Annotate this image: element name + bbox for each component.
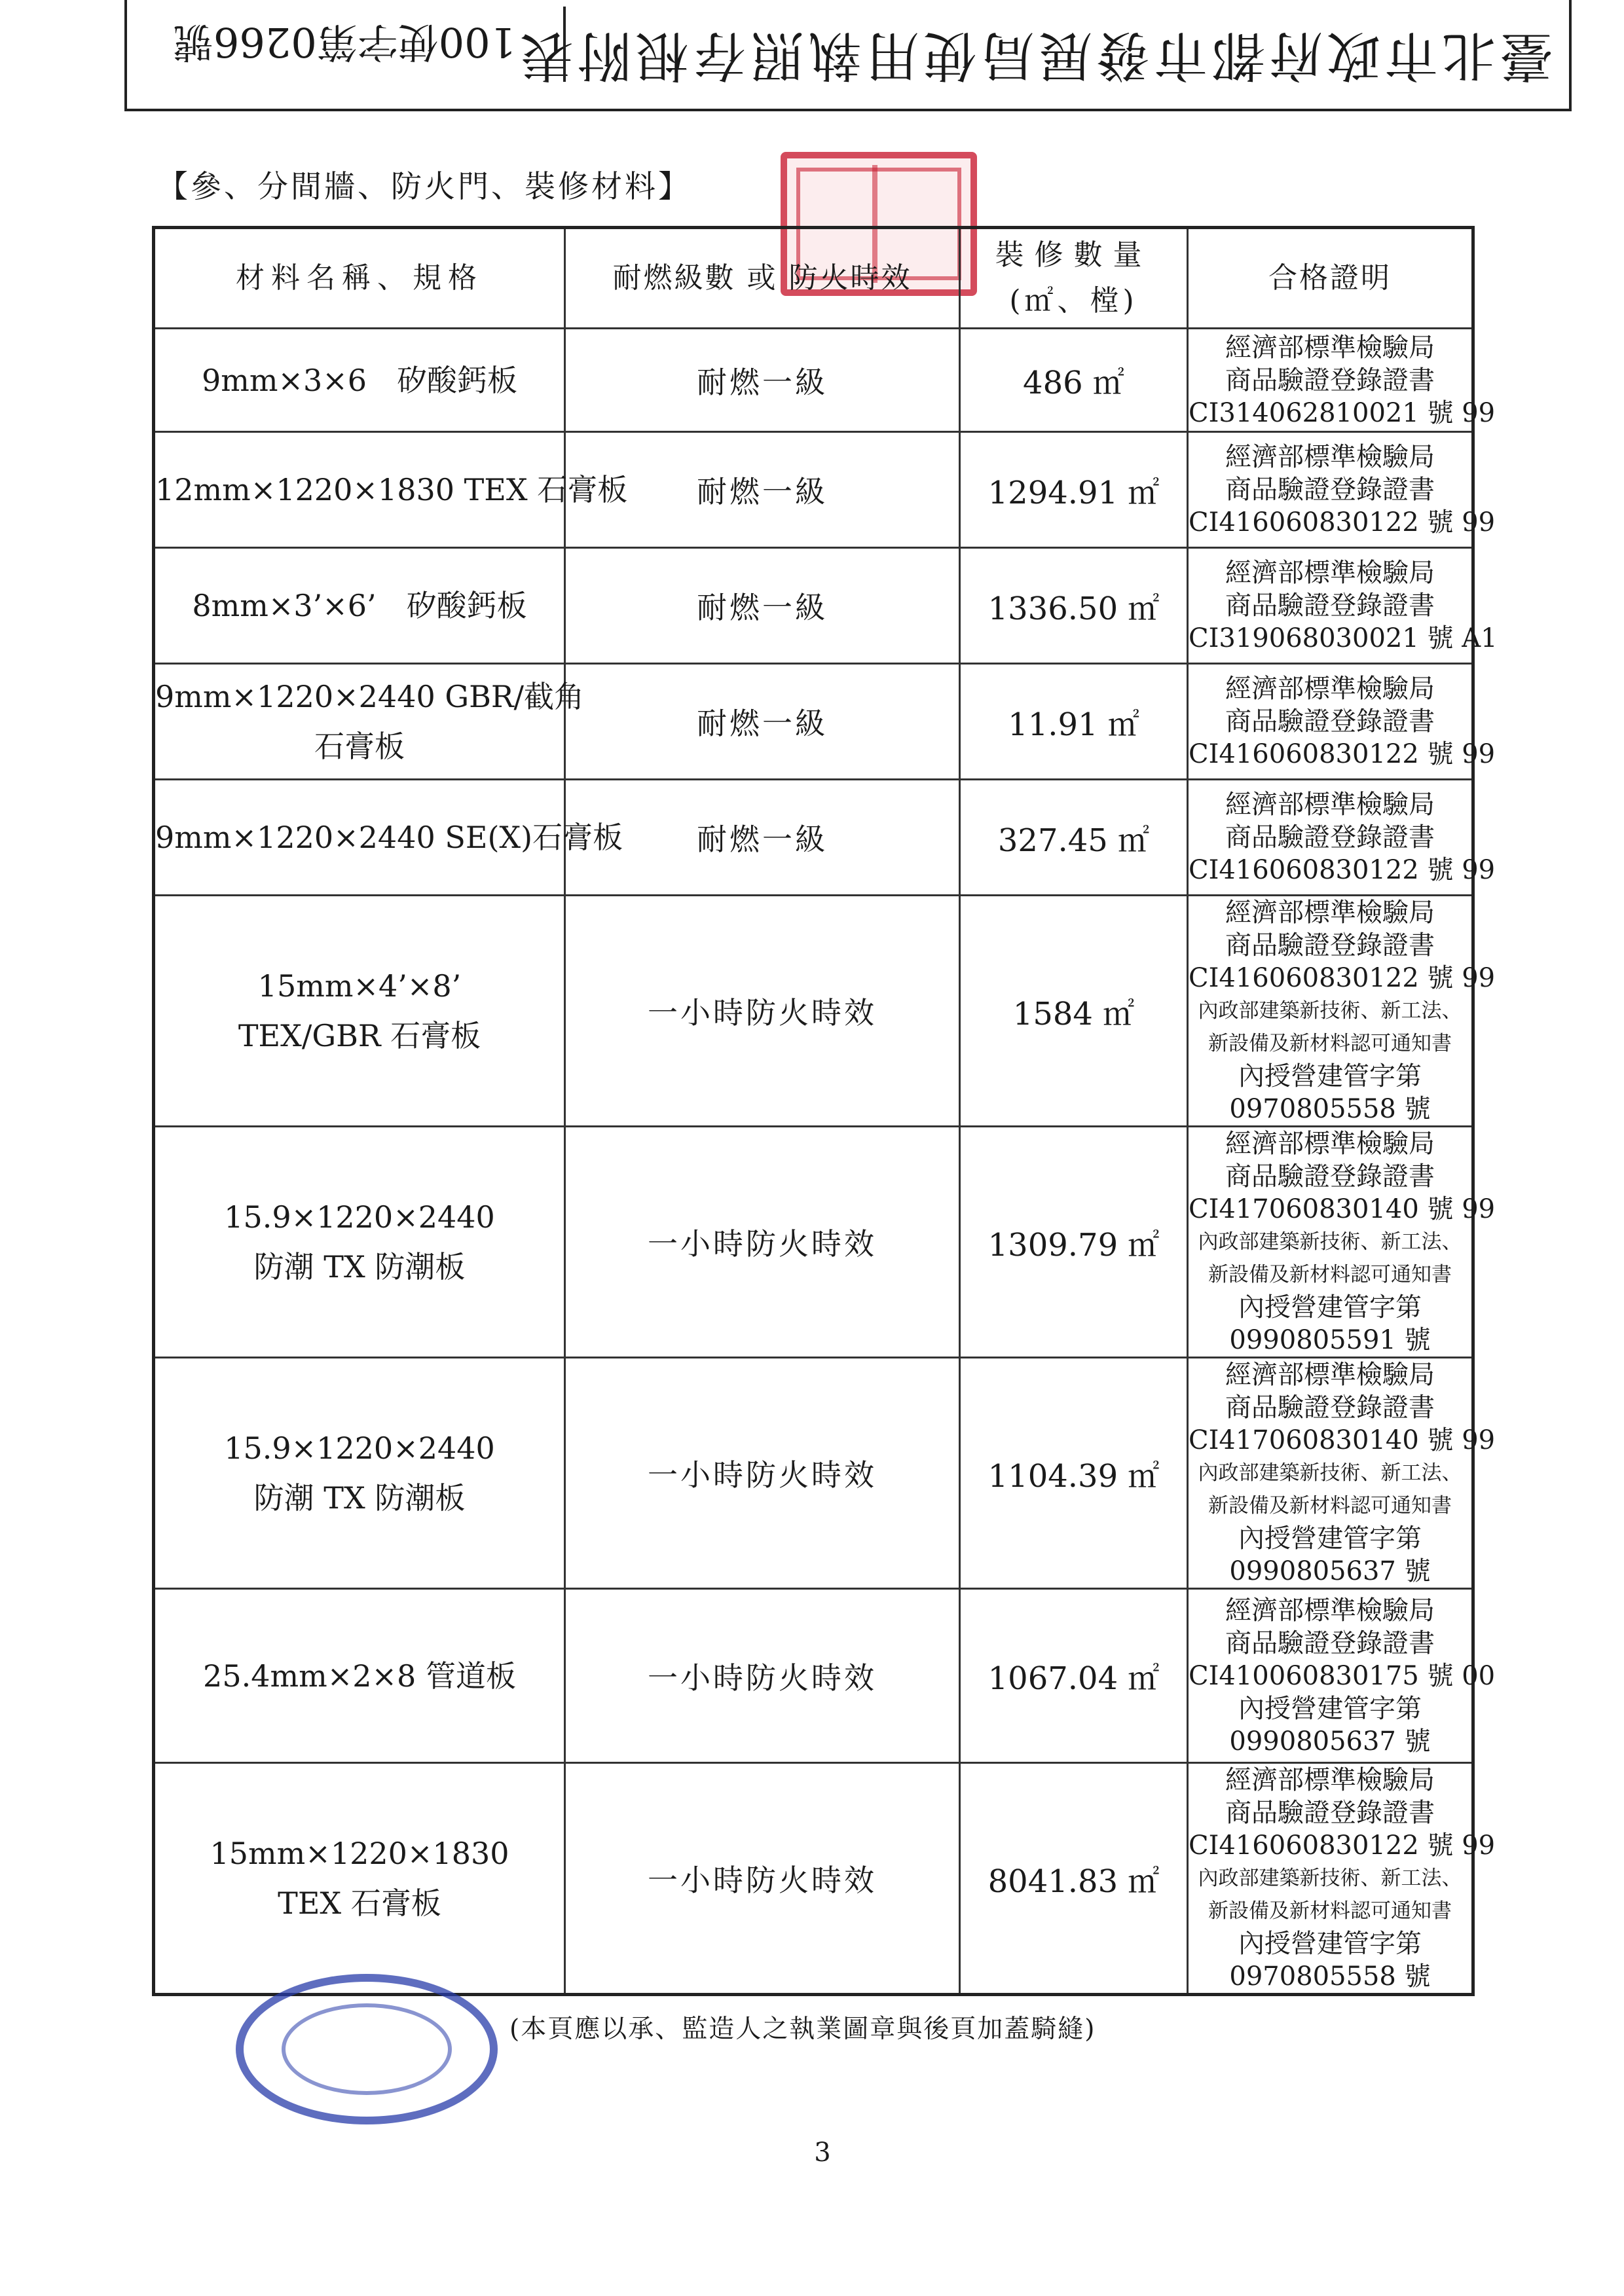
table-row	[154, 548, 1473, 664]
certificate-cell	[1188, 548, 1498, 664]
certificate-cell	[1188, 432, 1496, 548]
rating-cell: 一小時防火時效	[565, 1589, 960, 1763]
table-row	[154, 664, 1473, 780]
certificate-line: 內政部建築新技術、新工法、	[1198, 1867, 1462, 1890]
table-row	[154, 432, 1473, 548]
certificate-line: 內授營建管字第	[1238, 1292, 1422, 1322]
certificate-line: 商品驗證登錄證書	[1225, 930, 1435, 960]
certificate-cell	[1188, 1358, 1496, 1589]
certificate-line: 內授營建管字第	[1238, 1929, 1422, 1959]
quantity-cell: 486 ㎡	[960, 329, 1188, 432]
certificate-cell	[1188, 1589, 1496, 1763]
quantity-cell: 1104.39 ㎡	[960, 1358, 1188, 1589]
table-body	[154, 329, 1498, 1995]
blue-seal-stamp	[236, 1974, 498, 2124]
certificate-line: 新設備及新材料認可通知書	[1208, 1899, 1452, 1923]
header-quantity-label: 裝修數量	[995, 238, 1153, 272]
material-line: 9mm×3×6 矽酸鈣板	[201, 362, 518, 398]
header-certificate: 合格證明	[1188, 228, 1473, 329]
quantity-cell: 1584 ㎡	[960, 896, 1188, 1127]
certificate-cell	[1188, 329, 1496, 432]
certificate-line: 新設備及新材料認可通知書	[1208, 1032, 1452, 1055]
certificate-line: CI417060830140 號 99	[1189, 1425, 1496, 1455]
header-material: 材料名稱、規格	[154, 228, 565, 329]
material-line: 15mm×1220×1830	[210, 1836, 509, 1871]
certificate-line: 0990805637 號	[1229, 1726, 1431, 1757]
quantity-cell: 11.91 ㎡	[960, 664, 1188, 780]
certificate-cell	[1188, 780, 1496, 896]
material-line: 石膏板	[314, 729, 405, 764]
certificate-line: 商品驗證登錄證書	[1225, 822, 1435, 852]
certificate-line: 0990805637 號	[1229, 1556, 1431, 1586]
material-line: 9mm×1220×2440 GBR/截角	[155, 679, 585, 714]
material-line: 25.4mm×2×8 管道板	[203, 1658, 516, 1694]
certificate-line: 商品驗證登錄證書	[1225, 1628, 1435, 1658]
certificate-line: 商品驗證登錄證書	[1225, 1393, 1435, 1423]
certificate-line: 商品驗證登錄證書	[1225, 475, 1435, 505]
quantity-cell: 1336.50 ㎡	[960, 548, 1188, 664]
certificate-line: 經濟部標準檢驗局	[1225, 1360, 1435, 1390]
rating-cell: 耐燃一級	[565, 548, 960, 664]
material-cell	[154, 548, 565, 664]
header-quantity-unit: (㎡、樘)	[1009, 284, 1138, 318]
certificate-line: 商品驗證登錄證書	[1225, 591, 1435, 621]
certificate-line: 商品驗證登錄證書	[1225, 365, 1435, 395]
quantity-cell: 8041.83 ㎡	[960, 1763, 1188, 1995]
header-divider	[563, 7, 566, 82]
table-row	[154, 780, 1473, 896]
footer-note: (本頁應以承、監造人之執業圖章與後頁加蓋騎縫)	[509, 2014, 1096, 2044]
material-line: 8mm×3’×6’ 矽酸鈣板	[192, 588, 527, 623]
certificate-cell	[1188, 664, 1496, 780]
certificate-line: 0970805558 號	[1229, 1094, 1431, 1124]
certificate-line: 0990805591 號	[1229, 1325, 1431, 1355]
rating-cell: 一小時防火時效	[565, 1358, 960, 1589]
certificate-line: 經濟部標準檢驗局	[1225, 442, 1435, 472]
certificate-line: 經濟部標準檢驗局	[1225, 1595, 1435, 1626]
permit-number: 100使字第0266號	[172, 18, 517, 66]
certificate-cell	[1188, 1127, 1496, 1358]
certificate-line: 經濟部標準檢驗局	[1225, 674, 1435, 704]
certificate-line: 經濟部標準檢驗局	[1225, 1129, 1435, 1159]
table-row	[154, 896, 1473, 1127]
material-line: 防潮 TX 防潮板	[253, 1249, 466, 1285]
certificate-line: 0970805558 號	[1229, 1961, 1431, 1992]
certificate-line: 新設備及新材料認可通知書	[1208, 1494, 1452, 1518]
table-row	[154, 329, 1473, 432]
certificate-line: 內政部建築新技術、新工法、	[1198, 999, 1462, 1023]
certificate-line: 新設備及新材料認可通知書	[1208, 1263, 1452, 1286]
material-line: 防潮 TX 防潮板	[253, 1480, 466, 1516]
material-cell	[154, 432, 628, 548]
certificate-line: 內授營建管字第	[1238, 1061, 1422, 1091]
quantity-cell: 1067.04 ㎡	[960, 1589, 1188, 1763]
material-cell	[154, 1763, 565, 1995]
quantity-cell: 1294.91 ㎡	[960, 432, 1188, 548]
certificate-line: 商品驗證登錄證書	[1225, 1161, 1435, 1192]
table-row	[154, 1589, 1473, 1763]
material-cell	[154, 780, 623, 896]
material-cell	[154, 664, 585, 780]
certificate-line: 經濟部標準檢驗局	[1225, 898, 1435, 928]
rating-cell: 耐燃一級	[565, 329, 960, 432]
material-cell	[154, 329, 565, 432]
certificate-line: CI417060830140 號 99	[1189, 1194, 1496, 1224]
certificate-cell	[1188, 896, 1496, 1127]
table-header-row	[154, 228, 1473, 329]
table-row	[154, 1763, 1473, 1995]
materials-table	[152, 226, 1498, 1996]
material-line: 15.9×1220×2440	[224, 1430, 495, 1466]
material-line: TEX 石膏板	[278, 1886, 441, 1921]
certificate-line: 經濟部標準檢驗局	[1225, 790, 1435, 820]
rating-cell: 耐燃一級	[565, 432, 960, 548]
material-cell	[154, 1127, 565, 1358]
rating-cell: 耐燃一級	[565, 780, 960, 896]
rating-cell: 一小時防火時效	[565, 1763, 960, 1995]
certificate-line: CI410060830175 號 00	[1189, 1660, 1496, 1691]
certificate-line: 內政部建築新技術、新工法、	[1198, 1230, 1462, 1254]
section-heading: 【參、分間牆、防火門、裝修材料】	[157, 169, 692, 205]
certificate-line: CI416060830122 號 99	[1189, 739, 1496, 769]
certificate-line: 商品驗證登錄證書	[1225, 1798, 1435, 1828]
certificate-line: 內政部建築新技術、新工法、	[1198, 1461, 1462, 1485]
material-line: 9mm×1220×2440 SE(X)石膏板	[155, 820, 623, 855]
certificate-line: 經濟部標準檢驗局	[1225, 332, 1435, 363]
material-line: 15.9×1220×2440	[224, 1199, 495, 1235]
certificate-line: CI416060830122 號 99	[1189, 963, 1496, 993]
table-row	[154, 1358, 1473, 1589]
certificate-line: 商品驗證登錄證書	[1225, 706, 1435, 737]
header-quantity	[960, 228, 1188, 329]
blue-seal-inner-ring	[282, 2003, 452, 2095]
certificate-line: CI416060830122 號 99	[1189, 1831, 1496, 1861]
material-cell	[154, 1358, 565, 1589]
certificate-line: CI416060830122 號 99	[1189, 507, 1496, 538]
material-cell	[154, 1589, 565, 1763]
certificate-line: 內授營建管字第	[1238, 1693, 1422, 1724]
certificate-line: CI416060830122 號 99	[1189, 855, 1496, 885]
certificate-line: 內授營建管字第	[1238, 1523, 1422, 1554]
page-title: 臺北市政府都市發展局使用執照存根附表	[516, 24, 1554, 86]
quantity-cell: 1309.79 ㎡	[960, 1127, 1188, 1358]
material-cell	[154, 896, 565, 1127]
certificate-line: CI314062810021 號 99	[1189, 397, 1496, 428]
certificate-cell	[1188, 1763, 1496, 1995]
header-rating: 耐燃級數 或 防火時效	[565, 228, 960, 329]
certificate-line: CI319068030021 號 A1	[1189, 623, 1498, 653]
rating-cell: 一小時防火時效	[565, 896, 960, 1127]
material-line: 15mm×4’×8’	[257, 968, 462, 1004]
certificate-line: 經濟部標準檢驗局	[1225, 1765, 1435, 1795]
rating-cell: 一小時防火時效	[565, 1127, 960, 1358]
material-line: 12mm×1220×1830 TEX 石膏板	[155, 472, 628, 507]
quantity-cell: 327.45 ㎡	[960, 780, 1188, 896]
page-number: 3	[814, 2138, 831, 2168]
material-line: TEX/GBR 石膏板	[238, 1018, 481, 1053]
rating-cell: 耐燃一級	[565, 664, 960, 780]
table-row	[154, 1127, 1473, 1358]
certificate-line: 經濟部標準檢驗局	[1225, 558, 1435, 588]
